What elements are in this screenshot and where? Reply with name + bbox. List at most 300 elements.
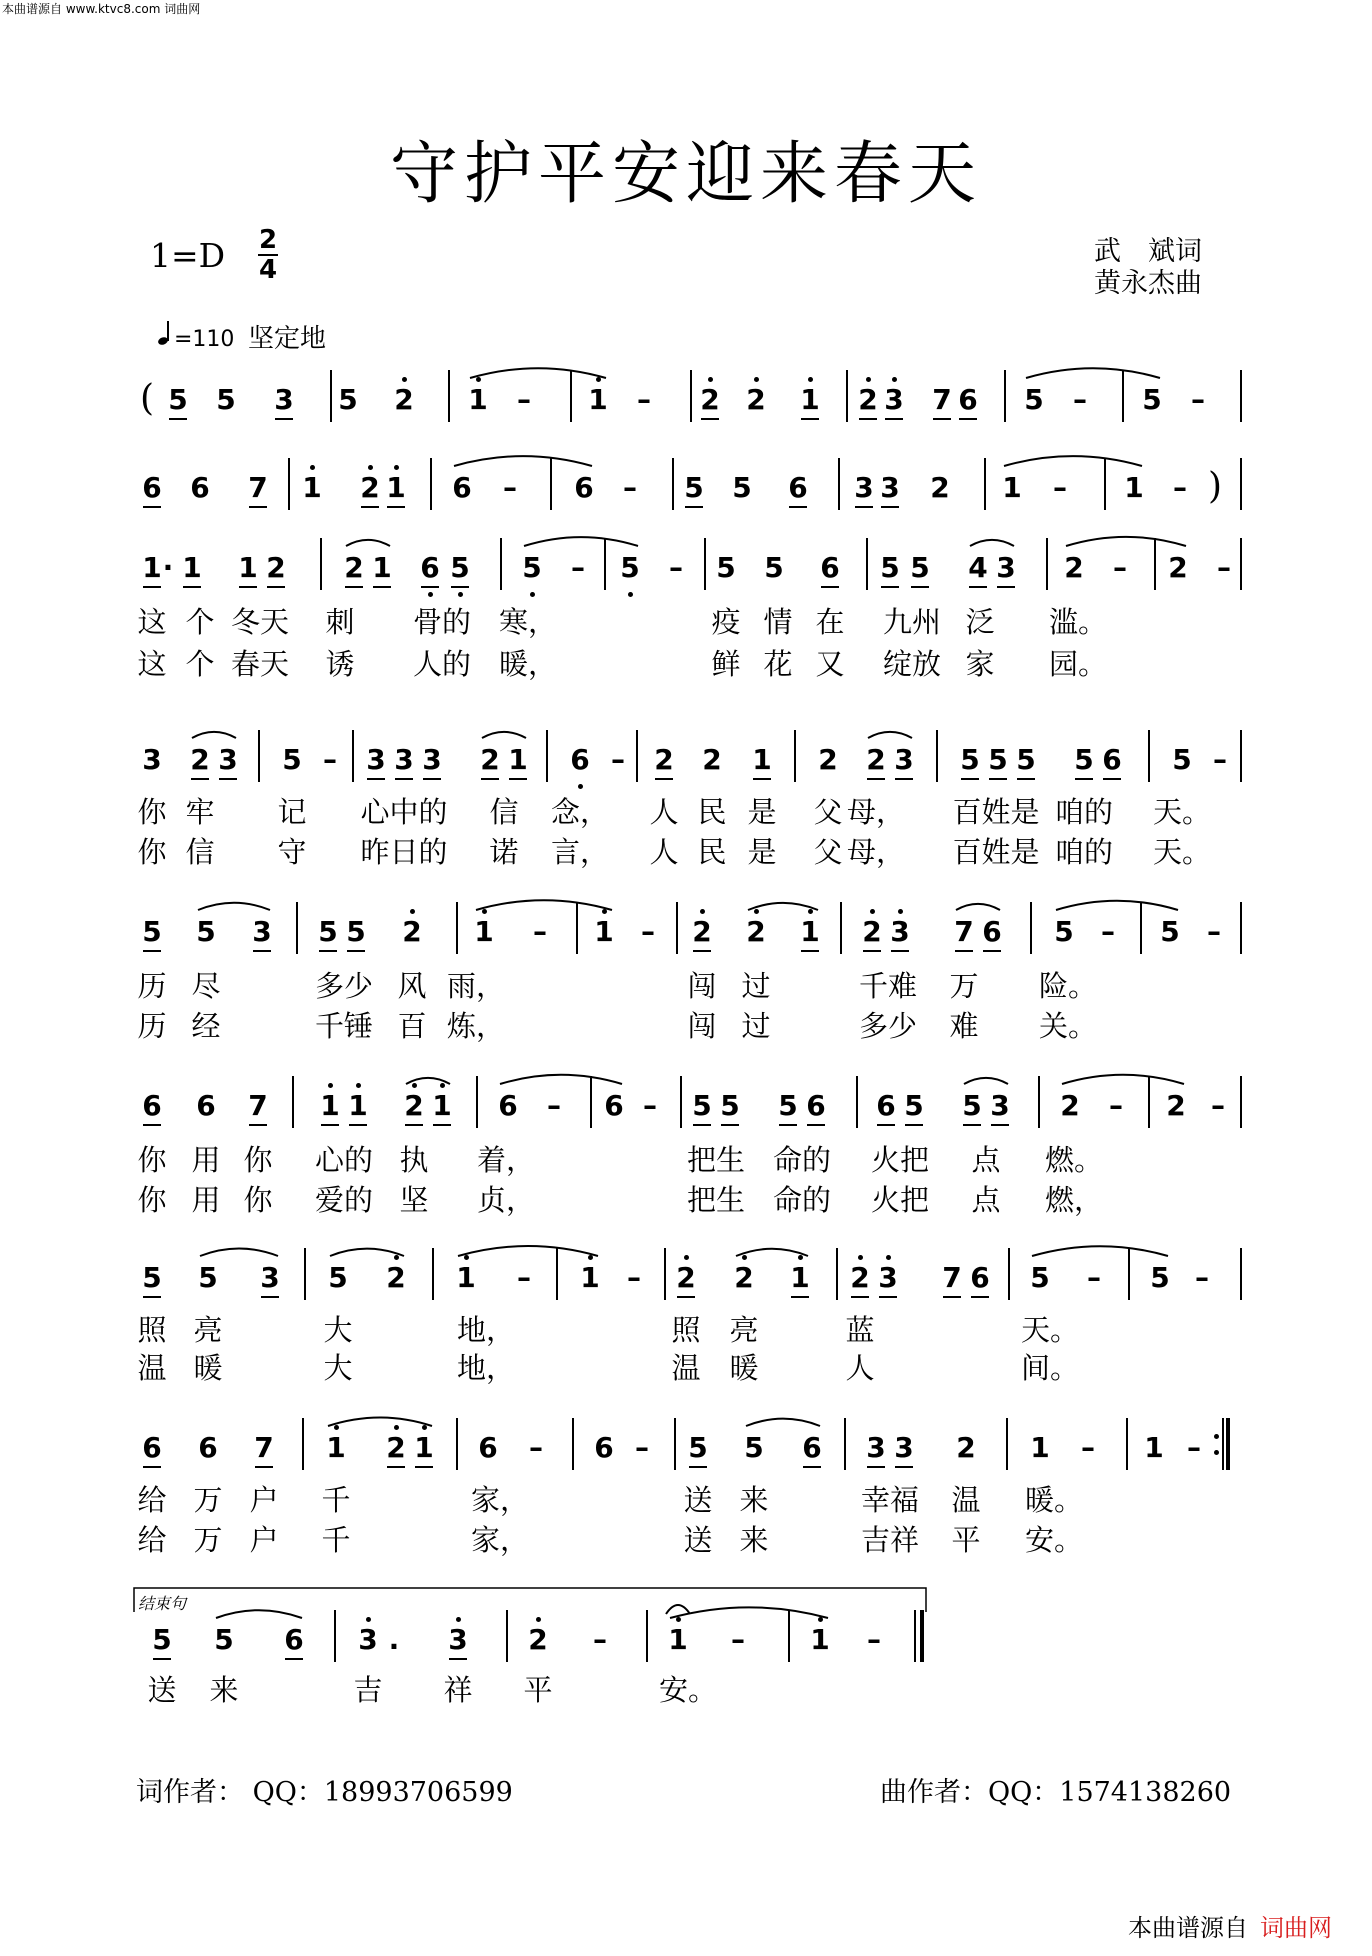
note: 5 [732,471,752,504]
note: 2 [702,743,722,776]
lyric: 守 [277,835,307,869]
dash: – [1213,743,1227,776]
slur [1032,1246,1168,1256]
note: 5 [318,915,338,948]
note: 1 [580,1261,600,1294]
lyric: 信 [489,795,519,829]
note: 2 [700,383,720,416]
lyric: 炼， [446,1009,506,1043]
note: 7 [942,1261,962,1294]
note: 5 [152,1623,172,1656]
note: 2 [956,1431,976,1464]
note: 2 [404,1089,424,1122]
note: 1 [238,551,258,584]
footer-site-link[interactable]: 词曲网 [1260,1914,1332,1942]
note: 5 [450,551,470,584]
note: 3 [252,915,272,948]
note: 2 [850,1261,870,1294]
dash: – [517,1261,531,1294]
note: 2 [1168,551,1188,584]
lyric: 幸福 [860,1483,920,1517]
lyric: 天。 [1152,835,1212,869]
dash: – [1207,915,1221,948]
note: 5 [620,551,640,584]
note: 6 [142,471,162,504]
note: 5 [692,1089,712,1122]
note: 5 [142,915,162,948]
note: 5 [198,1261,218,1294]
note: 5 [720,1089,740,1122]
note: 6 [284,1623,304,1656]
lyric: 间。 [1020,1351,1080,1385]
lyric: 冬天 [230,605,290,639]
lyric: 滥。 [1048,605,1108,639]
dash: – [611,743,625,776]
dash: – [1073,383,1087,416]
note: 3 [990,1089,1010,1122]
dash: – [641,915,655,948]
note: 3 [884,383,904,416]
lyricist-contact: 词作者： QQ：18993706599 [136,1777,513,1808]
expression-marking: 坚定地 [248,324,327,354]
lyric: 爱的 [314,1183,374,1217]
note: 6 [788,471,808,504]
lyric: 疫 [711,605,741,639]
note: 5 [960,743,980,776]
note: 1 [182,551,202,584]
note: 3 [358,1623,378,1656]
lyric: 千难 [858,969,918,1003]
dash: – [593,1623,607,1656]
lyric: 来 [209,1673,239,1707]
lyric: 言， [550,835,610,869]
note: 2 [190,743,210,776]
note: 1 [432,1089,452,1122]
note: 6 [574,471,594,504]
lyric: 诺 [489,835,519,869]
lyric: 执 [399,1143,429,1177]
slur [868,732,912,738]
note: 6 [420,551,440,584]
dash: – [1053,471,1067,504]
lyric: 心的 [314,1143,374,1177]
note: 2 [654,743,674,776]
dash: – [1187,1431,1201,1464]
lyricist-credit: 武 斌词 [1094,236,1202,267]
dash: – [1211,1089,1225,1122]
dash: – [533,915,547,948]
slur [482,732,526,738]
note: 6 [498,1089,518,1122]
lyric: 母， [846,795,906,829]
lyric: 过 [741,969,771,1003]
lyric: 点 [971,1183,1001,1217]
slur [1062,1075,1184,1084]
note: 5 [716,551,736,584]
lyric: 温 [671,1351,701,1385]
lyric: 诱 [325,647,355,681]
lyric: 人的 [412,647,472,681]
dash: – [529,1431,543,1464]
lyric: 又 [815,647,845,681]
lyric: 过 [741,1009,771,1043]
lyric: 这 [137,605,167,639]
slur [330,1249,404,1256]
note: 3 [866,1431,886,1464]
lyric: 照 [137,1313,167,1347]
dash: – [643,1089,657,1122]
note: · [162,551,174,584]
lyric: 心中的 [360,795,448,829]
lyric: 来 [739,1483,769,1517]
note: 2 [858,383,878,416]
lyric: 家 [965,647,995,681]
lyric: 个 [185,605,215,639]
lyric: 是 [747,795,777,829]
note: 1 [810,1623,830,1656]
lyric: 平 [951,1523,981,1557]
note: 5 [1074,743,1094,776]
lyric: 温 [951,1483,981,1517]
note: 7 [248,471,268,504]
lyric: 亮 [193,1313,223,1347]
note: 1 [468,383,488,416]
note: 5 [216,383,236,416]
note: 7 [248,1089,268,1122]
dash: – [503,471,517,504]
lyric: 母， [846,835,906,869]
note: 1 [348,1089,368,1122]
lyric: 风 [397,969,427,1003]
lyric: 火把 [870,1143,930,1177]
slur [1026,368,1160,378]
note: 1 [508,743,528,776]
lyric: 经 [191,1009,221,1043]
note: 1 [474,915,494,948]
lyric: 历 [137,1009,167,1043]
coda-bracket [134,1588,926,1612]
note: 1 [588,383,608,416]
lyric: 刺 [325,605,355,639]
lyric: 燃， [1044,1183,1104,1217]
note: . [388,1623,400,1656]
note: 2 [344,551,364,584]
note: 5 [1054,915,1074,948]
lyric: 你 [137,835,167,869]
lyric: 险。 [1038,969,1098,1003]
note: 1 [142,551,162,584]
lyric: 火把 [870,1183,930,1217]
lyric: 父 [813,795,843,829]
key-signature: 1=D [150,236,226,275]
slur [454,456,592,466]
dash: – [1173,471,1187,504]
note: 6 [604,1089,624,1122]
note: 5 [168,383,188,416]
slur [500,1075,622,1084]
slur [970,540,1014,546]
note: 2 [1166,1089,1186,1122]
lyric: 父 [813,835,843,869]
lyric: 民 [697,795,727,829]
lyric: 记 [277,795,307,829]
lyric: 多少 [314,969,374,1003]
note: 1 [386,471,406,504]
note: 6 [970,1261,990,1294]
note: 3 [366,743,386,776]
note: 5 [1030,1261,1050,1294]
note: 2 [528,1623,548,1656]
lyric: 千 [321,1483,351,1517]
note: 3 [142,743,162,776]
note: 1 [800,383,820,416]
note: 3 [260,1261,280,1294]
note: 5 [684,471,704,504]
note: 5 [1160,915,1180,948]
composer-credit: 黄永杰曲 [1094,268,1202,299]
note: 5 [688,1431,708,1464]
note: 3 [878,1261,898,1294]
time-signature-bottom: 4 [258,255,278,285]
note: 5 [1172,743,1192,776]
note: 2 [866,743,886,776]
close-paren: ) [1208,466,1223,507]
note: 3 [894,1431,914,1464]
note: 3 [894,743,914,776]
note: 7 [954,915,974,948]
slur [1056,901,1178,910]
dash: – [669,551,683,584]
lyric: 你 [243,1183,273,1217]
lyric: 寒， [498,605,558,639]
dash: – [1087,1261,1101,1294]
lyric: 人 [649,795,679,829]
note: 1 [752,743,772,776]
note: 5 [1024,383,1044,416]
lyric: 着， [476,1143,536,1177]
note: 5 [778,1089,798,1122]
lyric: 雨， [446,969,506,1003]
note: 1 [302,471,322,504]
note: 5 [904,1089,924,1122]
note: 1 [1144,1431,1164,1464]
note: 5 [328,1261,348,1294]
lyric: 温 [137,1351,167,1385]
lyric: 个 [185,647,215,681]
lyric: 万 [193,1523,223,1557]
note: 3 [394,743,414,776]
slur [470,368,606,378]
note: 2 [394,383,414,416]
note: 5 [346,915,366,948]
lyric: 平 [523,1673,553,1707]
lyric: 暖。 [1024,1483,1084,1517]
slur [670,1607,828,1618]
note: 2 [746,915,766,948]
lyric: 吉 [353,1673,383,1707]
note: 3 [448,1623,468,1656]
lyric: 命的 [772,1143,832,1177]
lyric: 你 [137,795,167,829]
lyric: 园。 [1048,647,1108,681]
lyric: 来 [739,1523,769,1557]
note: 1 [668,1623,688,1656]
note: 2 [386,1431,406,1464]
note: 6 [478,1431,498,1464]
lyric: 安。 [658,1673,718,1707]
lyric: 把生 [686,1143,746,1177]
lyric: 暖， [498,647,558,681]
note: 5 [962,1089,982,1122]
lyric: 绽放 [882,647,942,681]
note: 2 [734,1261,754,1294]
lyric: 闯 [687,969,717,1003]
lyric: 贞， [476,1183,536,1217]
lyric: 大 [323,1351,353,1385]
note: 2 [746,383,766,416]
note: 6 [806,1089,826,1122]
lyric: 情 [763,605,793,639]
lyric: 你 [137,1183,167,1217]
slur [406,1078,450,1084]
lyric: 九州 [882,605,942,639]
lyric: 闯 [687,1009,717,1043]
lyric: 大 [323,1313,353,1347]
lyric: 蓝 [845,1313,875,1347]
lyric: 百 [397,1009,427,1043]
dash: – [1101,915,1115,948]
note: 2 [386,1261,406,1294]
dash: – [517,383,531,416]
slur [748,903,818,910]
note: 6 [142,1089,162,1122]
dash: – [731,1623,745,1656]
note: 2 [692,915,712,948]
note: 6 [142,1431,162,1464]
note: 2 [818,743,838,776]
slur [346,540,390,546]
lyric: 关。 [1038,1009,1098,1043]
lyric: 是 [747,835,777,869]
note: 6 [570,743,590,776]
fermata-icon [666,1605,690,1614]
note: 6 [190,471,210,504]
note: 2 [930,471,950,504]
note: 6 [820,551,840,584]
lyric: 多少 [858,1009,918,1043]
dash: – [1109,1089,1123,1122]
lyric: 骨的 [412,605,472,639]
note: 7 [254,1431,274,1464]
note: 5 [214,1623,234,1656]
lyric: 吉祥 [860,1523,920,1557]
note: 5 [142,1261,162,1294]
lyric: 百姓是 [952,835,1040,869]
lyric: 祥 [443,1673,473,1707]
coda-label: 结束句 [138,1594,187,1613]
lyric: 天。 [1020,1313,1080,1347]
note: 1 [1030,1431,1050,1464]
note: 6 [198,1431,218,1464]
lyric: 鲜 [711,647,741,681]
page-header: 本曲谱源自 www.ktvc8.com 词曲网 [2,2,201,16]
dash: – [323,743,337,776]
time-signature-top: 2 [258,225,278,255]
note: 6 [982,915,1002,948]
lyric: 地， [456,1351,516,1385]
dash: – [1191,383,1205,416]
note: 1 [320,1089,340,1122]
lyric: 点 [971,1143,1001,1177]
lyric: 万 [949,969,979,1003]
lyric: 昨日的 [360,835,448,869]
lyric: 用 [191,1143,221,1177]
lyric: 人 [845,1351,875,1385]
lyric: 家， [470,1523,530,1557]
lyric: 信 [185,835,215,869]
slur [476,900,612,910]
lyric: 在 [815,605,845,639]
lyric: 户 [249,1483,279,1517]
note: 3 [854,471,874,504]
lyric: 千锤 [314,1009,374,1043]
lyric: 用 [191,1183,221,1217]
note: 1 [800,915,820,948]
lyric: 送 [147,1673,177,1707]
lyric: 把生 [686,1183,746,1217]
lyric: 泛 [965,605,995,639]
note: 2 [480,743,500,776]
note: 2 [402,915,422,948]
lyric: 咱的 [1054,795,1114,829]
slur [1066,537,1186,546]
lyric: 送 [683,1523,713,1557]
dash: – [637,383,651,416]
note: 1 [326,1431,346,1464]
note: 1 [790,1261,810,1294]
note: 6 [196,1089,216,1122]
note: 3 [890,915,910,948]
note: 5 [282,743,302,776]
lyric: 家， [470,1483,530,1517]
lyric: 千 [321,1523,351,1557]
note: 1 [594,915,614,948]
lyric: 户 [249,1523,279,1557]
note: 4 [968,551,988,584]
lyric: 人 [649,835,679,869]
note: 5 [1150,1261,1170,1294]
dash: – [571,551,585,584]
note: 3 [880,471,900,504]
lyric: 亮 [729,1313,759,1347]
page-title: 守护平安迎来春天 [389,135,982,214]
note: 5 [522,551,542,584]
slur [746,1419,820,1426]
lyric: 难 [949,1009,979,1043]
note: 1 [414,1431,434,1464]
tempo-value: =110 [174,327,235,352]
note: 3 [218,743,238,776]
lyric: 送 [683,1483,713,1517]
lyric: 坚 [399,1183,429,1217]
slur [192,732,236,738]
note: 7 [932,383,952,416]
note: 1 [372,551,392,584]
lyric: 给 [137,1523,167,1557]
slur [964,1078,1008,1084]
lyric: 历 [137,969,167,1003]
dash: – [627,1261,641,1294]
